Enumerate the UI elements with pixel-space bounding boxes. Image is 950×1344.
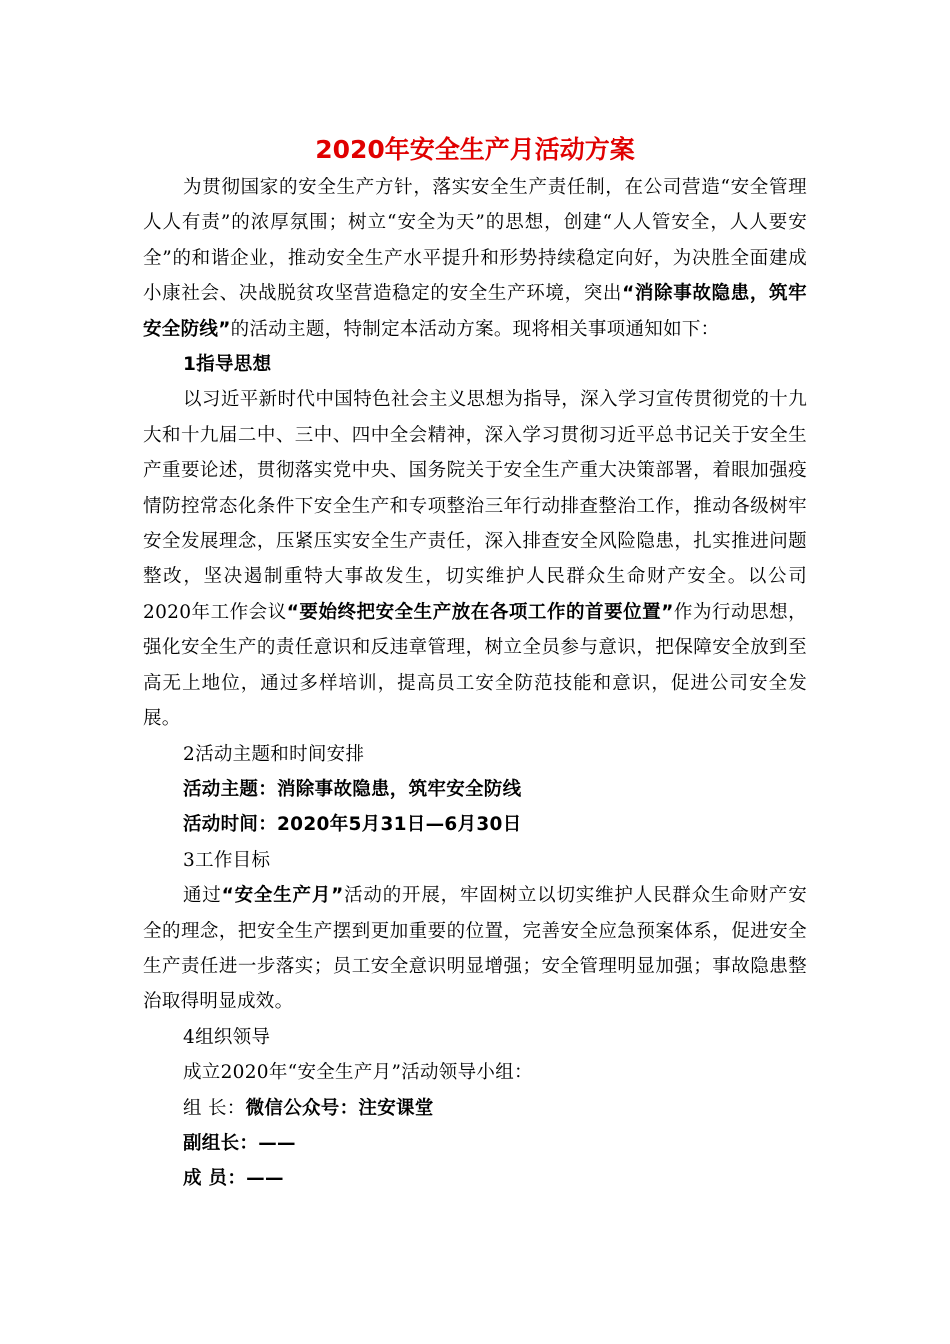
section-1-heading: 1指导思想 (183, 354, 272, 376)
section-3-paragraph (143, 878, 807, 1020)
section-4-heading: 4组织领导 (183, 1026, 271, 1048)
group-leader-label: 组 长： (183, 1097, 246, 1119)
s3-bold-quote: “安全生产月” (221, 885, 344, 907)
s1-bold-quote: “要始终把安全生产放在各项工作的首要位置” (286, 601, 674, 623)
intro-text-1: 为贯彻国家的安全生产方针，落实安全生产责任制，在公司营造“安全管理人人有责”的浓厚氛围；树立“安全为天”的思想，创建“人人管安全，人人要安全”的和谐企业，推动安全生产水平提升和形势持续稳定向好，为决胜全面建成小康社会、决战脱贫攻坚营造稳定的安全生产环境，突出 (143, 177, 807, 305)
s3-text-2: 活动的开展，牢固树立以切实维护人民群众生命财产安全的理念，把安全生产摆到更加重要的位置，完善安全应急预案体系，促进安全生产责任进一步落实；员工安全意识明显增强；安全管理明显加强；事故隐患整治取得明显成效。 (143, 885, 807, 1013)
group-leader-value: 微信公众号：注安课堂 (245, 1097, 434, 1119)
activity-time: 活动时间：2020年5月31日—6月30日 (183, 814, 522, 836)
section-1-paragraph (143, 382, 807, 736)
intro-text-2: 的活动主题，特制定本活动方案。现将相关事项通知如下： (230, 318, 720, 340)
section-4-intro: 成立2020年“安全生产月”活动领导小组： (183, 1062, 533, 1084)
document-title: 2020年安全生产月活动方案 (315, 135, 635, 164)
group-leader-line (143, 1091, 807, 1126)
deputy-leader-line: 副组长：—— (183, 1132, 296, 1154)
intro-paragraph (143, 170, 807, 347)
section-3-heading: 3工作目标 (183, 849, 271, 871)
s1-text-2: 作为行动思想，强化安全生产的责任意识和反违章管理，树立全员参与意识，把保障安全放到至高无上地位，通过多样培训，提高员工安全防范技能和意识，促进公司安全发展。 (143, 601, 807, 730)
section-2-heading: 2活动主题和时间安排 (183, 743, 365, 765)
intro-theme-bold: “消除事故隐患，筑牢安全防线” (143, 283, 807, 340)
s1-text-1: 以习近平新时代中国特色社会主义思想为指导，深入学习宣传贯彻党的十九大和十九届二中、三中、四中全会精神，深入学习贯彻习近平总书记关于安全生产重要论述，贯彻落实党中央、国务院关于安全生产重大决策部署，着眼加强疫情防控常态化条件下安全生产和专项整治三年行动排查整治工作，推动各级树牢安全发展理念，压紧压实安全生产责任，深入排查安全风险隐患，扎实推进问题整改，坚决遏制重特大事故发生，切实维护人民群众生命财产安全。以公司2020年工作会议 (143, 389, 807, 623)
members-line: 成 员：—— (183, 1168, 284, 1190)
s3-text-1: 通过 (183, 885, 222, 907)
activity-theme: 活动主题：消除事故隐患，筑牢安全防线 (183, 778, 522, 800)
document-body (143, 170, 807, 1197)
